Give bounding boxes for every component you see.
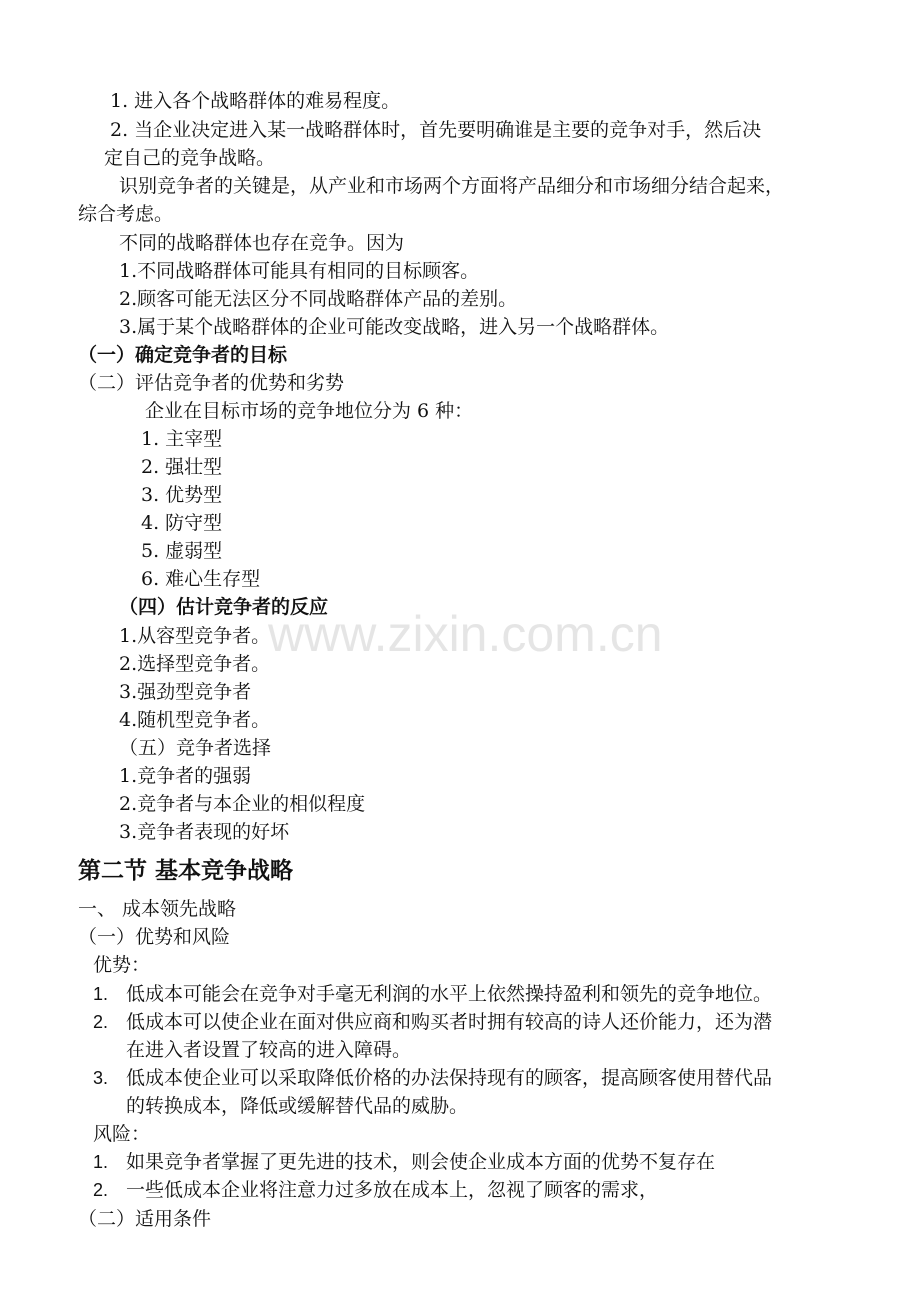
item-text: 低成本可能会在竞争对手毫无利润的水平上依然操持盈利和领先的竞争地位。	[126, 983, 773, 1005]
subheading-conditions: （二）适用条件	[78, 1208, 212, 1230]
list-item: 1. 进入各个战略群体的难易程度。	[110, 90, 401, 112]
list-item: 3.属于某个战略群体的企业可能改变战略，进入另一个战略群体。	[119, 316, 670, 338]
list-item: 3.竞争者表现的好坏	[119, 821, 290, 843]
item-number: 3.	[93, 1068, 109, 1088]
list-item: 2.选择型竞争者。	[119, 653, 271, 675]
list-item: 2. 强壮型	[141, 456, 223, 478]
item-number: 1.	[93, 984, 109, 1004]
label-risks: 风险：	[93, 1123, 151, 1145]
item-text: 一些低成本企业将注意力过多放在成本上，忽视了顾客的需求，	[126, 1179, 659, 1201]
paragraph: 不同的战略群体也存在竞争。因为	[119, 232, 405, 254]
heading-goal: （一）确定竞争者的目标	[78, 344, 288, 366]
list-item: 4. 防守型	[141, 512, 223, 534]
list-item: 6. 难心生存型	[141, 568, 261, 590]
paragraph: 企业在目标市场的竞争地位分为 6 种：	[145, 400, 474, 422]
list-item: 3.强劲型竞争者	[119, 681, 252, 703]
section-title: 第二节 基本竞争战略	[78, 858, 294, 884]
item-number: 2.	[93, 1012, 109, 1032]
list-item: 1.不同战略群体可能具有相同的目标顾客。	[119, 260, 480, 282]
list-item: 1.从容型竞争者。	[119, 625, 271, 647]
heading-react: （四）估计竞争者的反应	[119, 596, 329, 618]
item-text: 低成本可以使企业在面对供应商和购买者时拥有较高的诗人还价能力，还为潜	[126, 1011, 773, 1033]
subheading-adv: （一）优势和风险	[78, 926, 231, 948]
list-item: 2.顾客可能无法区分不同战略群体产品的差别。	[119, 288, 518, 310]
item-number: 2.	[93, 1180, 109, 1200]
list-item: 4.随机型竞争者。	[119, 709, 271, 731]
label-advantages: 优势：	[93, 954, 151, 976]
item-text: 低成本使企业可以采取降低价格的办法保持现有的顾客，提高顾客使用替代品	[126, 1067, 773, 1089]
list-item-continuation: 定自己的竞争战略。	[104, 147, 276, 169]
heading-select: （五）竞争者选择	[119, 737, 272, 759]
list-item: 2. 当企业决定进入某一战略群体时，首先要明确谁是主要的竞争对手，然后决	[110, 119, 762, 141]
item-text: 如果竞争者掌握了更先进的技术，则会使企业成本方面的优势不复存在	[126, 1151, 716, 1173]
subsection-title: 一、 成本领先战略	[78, 898, 237, 920]
list-item: 5. 虚弱型	[141, 540, 223, 562]
list-item: 1. 主宰型	[141, 428, 223, 450]
paragraph-line: 综合考虑。	[78, 203, 174, 225]
paragraph-line: 识别竞争者的关键是，从产业和市场两个方面将产品细分和市场细分结合起来，	[119, 175, 785, 197]
list-item: 3. 优势型	[141, 484, 223, 506]
item-text: 在进入者设置了较高的进入障碍。	[126, 1039, 412, 1061]
list-item: 1.竞争者的强弱	[119, 765, 252, 787]
list-item: 2.竞争者与本企业的相似程度	[119, 793, 366, 815]
item-number: 1.	[93, 1152, 109, 1172]
item-text: 的转换成本，降低或缓解替代品的威胁。	[126, 1095, 469, 1117]
watermark: www.zixin.com.cn	[268, 606, 663, 662]
heading-eval: （二）评估竞争者的优势和劣势	[78, 372, 345, 394]
